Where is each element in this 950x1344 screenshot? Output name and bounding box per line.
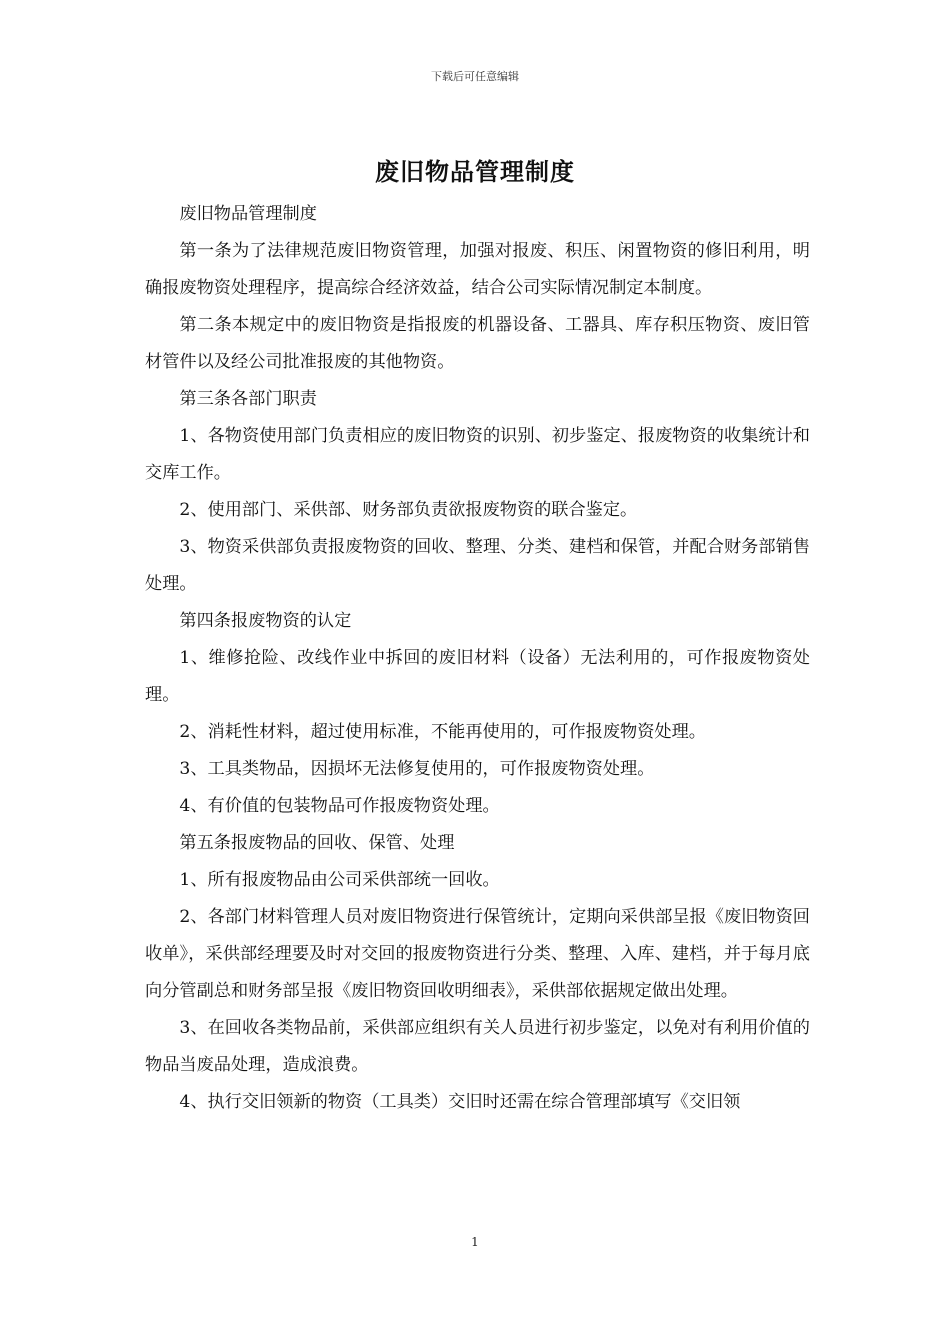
paragraph-article-5-heading: 第五条报废物品的回收、保管、处理 (179, 833, 455, 853)
download-note: 下载后可任意编辑 (431, 70, 519, 83)
paragraph-article-5-item-2: 2、各部门材料管理人员对废旧物资进行保管统计，定期向采供部呈报《废旧物资回收单》，采供部经理要及时对交回的报废物资进行分类、整理、入库、建档，并于每月底向分管副总和财务部呈报《废旧物资回收明细表》，采供部依据规定做出处理。 (145, 907, 810, 1001)
paragraph-article-5-item-1: 1、所有报废物品由公司采供部统一回收。 (179, 870, 500, 890)
paragraph-article-5-item-3: 3、在回收各类物品前，采供部应组织有关人员进行初步鉴定，以免对有利用价值的物品当废品处理，造成浪费。 (145, 1018, 810, 1075)
paragraph-article-4-item-4: 4、有价值的包装物品可作报废物资处理。 (179, 796, 500, 816)
paragraph-article-4-heading: 第四条报废物资的认定 (179, 611, 352, 631)
paragraph-article-3-item-2: 2、使用部门、采供部、财务部负责欲报废物资的联合鉴定。 (179, 500, 638, 520)
paragraph-article-3-item-1: 1、各物资使用部门负责相应的废旧物资的识别、初步鉴定、报废物资的收集统计和交库工作。 (145, 426, 810, 483)
document-title: 废旧物品管理制度 (375, 158, 575, 186)
paragraph-subtitle: 废旧物品管理制度 (179, 204, 317, 224)
paragraph-article-3-item-3: 3、物资采供部负责报废物资的回收、整理、分类、建档和保管，并配合财务部销售处理。 (145, 537, 810, 594)
document-body (145, 196, 810, 1121)
paragraph-article-4-item-2: 2、消耗性材料，超过使用标准，不能再使用的，可作报废物资处理。 (179, 722, 706, 742)
paragraph-article-3-heading: 第三条各部门职责 (179, 389, 317, 409)
paragraph-article-2: 第二条本规定中的废旧物资是指报废的机器设备、工器具、库存积压物资、废旧管材管件以及经公司批准报废的其他物资。 (145, 315, 810, 372)
paragraph-article-4-item-1: 1、维修抢险、改线作业中拆回的废旧材料（设备）无法利用的，可作报废物资处理。 (145, 648, 810, 705)
paragraph-article-1: 第一条为了法律规范废旧物资管理，加强对报废、积压、闲置物资的修旧利用，明确报废物资处理程序，提高综合经济效益，结合公司实际情况制定本制度。 (145, 241, 810, 298)
paragraph-article-5-item-4: 4、执行交旧领新的物资（工具类）交旧时还需在综合管理部填写《交旧领 (179, 1092, 741, 1112)
page-number: 1 (471, 1235, 479, 1249)
paragraph-article-4-item-3: 3、工具类物品，因损坏无法修复使用的，可作报废物资处理。 (179, 759, 655, 779)
